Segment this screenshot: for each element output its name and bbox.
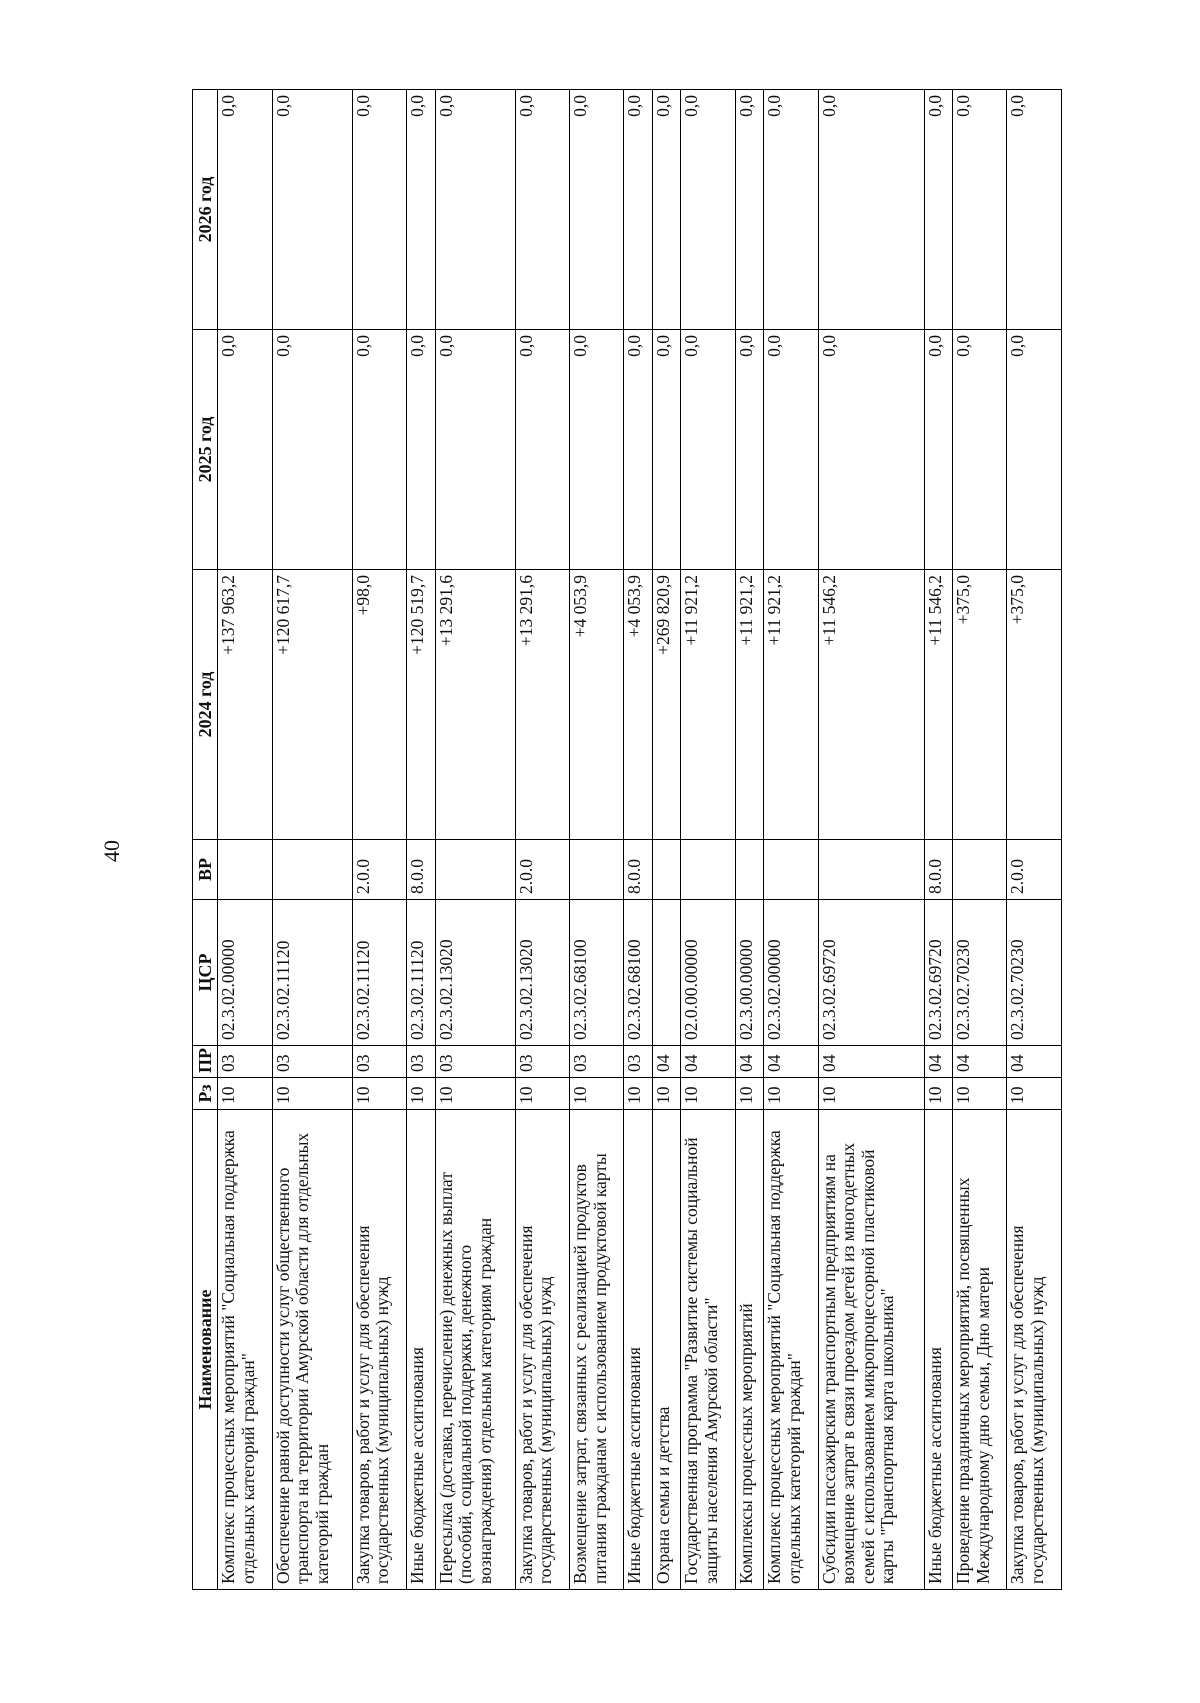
- cell-y2026: 0,0: [924, 90, 952, 330]
- cell-pr: 03: [570, 1046, 624, 1078]
- cell-pr: 03: [435, 1046, 515, 1078]
- cell-csr: 02.3.02.11120: [272, 900, 352, 1046]
- cell-y2024: +11 546,2: [818, 570, 924, 840]
- cell-pr: 03: [218, 1046, 272, 1078]
- cell-y2025: 0,0: [435, 330, 515, 570]
- cell-rz: 10: [624, 1078, 652, 1110]
- cell-y2024: +13 291,6: [435, 570, 515, 840]
- table-row: [515, 90, 569, 1590]
- cell-pr: 04: [681, 1046, 735, 1078]
- cell-name: Иные бюджетные ассигнования: [624, 1110, 652, 1590]
- header-2024: 2024 год: [193, 570, 218, 840]
- page-number: 40: [99, 840, 124, 862]
- cell-vr: 8.0.0: [407, 840, 435, 900]
- cell-rz: 10: [735, 1078, 763, 1110]
- cell-vr: [218, 840, 272, 900]
- cell-csr: 02.3.00.00000: [735, 900, 763, 1046]
- cell-csr: 02.3.02.70230: [1007, 900, 1062, 1046]
- cell-y2026: 0,0: [735, 90, 763, 330]
- cell-y2024: +13 291,6: [515, 570, 569, 840]
- cell-rz: 10: [681, 1078, 735, 1110]
- cell-y2025: 0,0: [735, 330, 763, 570]
- cell-y2025: 0,0: [624, 330, 652, 570]
- cell-name: Иные бюджетные ассигнования: [407, 1110, 435, 1590]
- cell-vr: [570, 840, 624, 900]
- table-row: [435, 90, 515, 1590]
- cell-rz: 10: [764, 1078, 818, 1110]
- table-body: [218, 90, 1062, 1590]
- cell-rz: 10: [272, 1078, 352, 1110]
- cell-name: Обеспечение равной доступности услуг общественного транспорта на территории Амурской области для отдельных категорий граждан: [272, 1110, 352, 1590]
- rotated-page: [192, 90, 1062, 1590]
- table-row: [272, 90, 352, 1590]
- cell-y2024: +120 519,7: [407, 570, 435, 840]
- header-2026: 2026 год: [193, 90, 218, 330]
- table-row: [570, 90, 624, 1590]
- cell-name: Пересылка (доставка, перечисление) денежных выплат (пособий, социальной поддержки, денежного вознаграждения) отдельным категориям граждан: [435, 1110, 515, 1590]
- cell-y2026: 0,0: [570, 90, 624, 330]
- cell-y2024: +269 820,9: [652, 570, 680, 840]
- cell-y2026: 0,0: [1007, 90, 1062, 330]
- cell-csr: 02.0.00.00000: [681, 900, 735, 1046]
- cell-csr: 02.3.02.70230: [953, 900, 1007, 1046]
- cell-rz: 10: [352, 1078, 406, 1110]
- cell-y2024: +4 053,9: [570, 570, 624, 840]
- header-vr: ВР: [193, 840, 218, 900]
- table-row: [218, 90, 272, 1590]
- cell-y2025: 0,0: [652, 330, 680, 570]
- cell-csr: 02.3.02.11120: [352, 900, 406, 1046]
- cell-vr: 8.0.0: [624, 840, 652, 900]
- cell-rz: 10: [652, 1078, 680, 1110]
- budget-table: [192, 89, 1062, 1590]
- cell-name: Комплексы процессных мероприятий: [735, 1110, 763, 1590]
- header-rz: Рз: [193, 1078, 218, 1110]
- cell-y2025: 0,0: [515, 330, 569, 570]
- cell-y2024: +11 921,2: [735, 570, 763, 840]
- cell-y2026: 0,0: [818, 90, 924, 330]
- cell-rz: 10: [1007, 1078, 1062, 1110]
- cell-y2025: 0,0: [924, 330, 952, 570]
- cell-y2025: 0,0: [953, 330, 1007, 570]
- cell-csr: 02.3.02.68100: [624, 900, 652, 1046]
- cell-y2024: +98,0: [352, 570, 406, 840]
- cell-vr: [735, 840, 763, 900]
- cell-y2026: 0,0: [764, 90, 818, 330]
- header-name: Наименование: [193, 1110, 218, 1590]
- table-row: [1007, 90, 1062, 1590]
- cell-pr: 03: [624, 1046, 652, 1078]
- cell-vr: 8.0.0: [924, 840, 952, 900]
- cell-name: Государственная программа "Развитие системы социальной защиты населения Амурской области": [681, 1110, 735, 1590]
- cell-name: Комплекс процессных мероприятий "Социальная поддержка отдельных категорий граждан": [764, 1110, 818, 1590]
- cell-y2026: 0,0: [272, 90, 352, 330]
- cell-rz: 10: [407, 1078, 435, 1110]
- cell-vr: [652, 840, 680, 900]
- cell-y2024: +137 963,2: [218, 570, 272, 840]
- cell-rz: 10: [435, 1078, 515, 1110]
- cell-rz: 10: [818, 1078, 924, 1110]
- table-row: [764, 90, 818, 1590]
- cell-csr: 02.3.02.69720: [924, 900, 952, 1046]
- cell-y2025: 0,0: [818, 330, 924, 570]
- cell-vr: [764, 840, 818, 900]
- cell-pr: 04: [652, 1046, 680, 1078]
- cell-pr: 04: [1007, 1046, 1062, 1078]
- cell-pr: 04: [818, 1046, 924, 1078]
- cell-csr: 02.3.02.11120: [407, 900, 435, 1046]
- cell-y2024: +11 546,2: [924, 570, 952, 840]
- cell-y2025: 0,0: [352, 330, 406, 570]
- cell-csr: 02.3.02.68100: [570, 900, 624, 1046]
- cell-pr: 04: [924, 1046, 952, 1078]
- cell-vr: 2.0.0: [352, 840, 406, 900]
- cell-y2025: 0,0: [407, 330, 435, 570]
- cell-name: Субсидии пассажирским транспортным предприятиям на возмещение затрат в связи проездом детей из многодетных семей с использованием микропроцессорной пластиковой карты "Транспортная карта школьника": [818, 1110, 924, 1590]
- cell-y2024: +375,0: [1007, 570, 1062, 840]
- cell-y2025: 0,0: [764, 330, 818, 570]
- cell-y2026: 0,0: [681, 90, 735, 330]
- cell-pr: 04: [953, 1046, 1007, 1078]
- table-row: [953, 90, 1007, 1590]
- cell-name: Проведение праздничных мероприятий, посвященных Международному дню семьи, Дню матери: [953, 1110, 1007, 1590]
- cell-y2024: +11 921,2: [681, 570, 735, 840]
- cell-name: Иные бюджетные ассигнования: [924, 1110, 952, 1590]
- cell-csr: 02.3.02.69720: [818, 900, 924, 1046]
- cell-vr: [953, 840, 1007, 900]
- cell-y2025: 0,0: [681, 330, 735, 570]
- cell-pr: 03: [407, 1046, 435, 1078]
- cell-y2026: 0,0: [624, 90, 652, 330]
- cell-y2026: 0,0: [352, 90, 406, 330]
- cell-csr: [652, 900, 680, 1046]
- cell-y2026: 0,0: [218, 90, 272, 330]
- cell-csr: 02.3.02.00000: [764, 900, 818, 1046]
- cell-y2026: 0,0: [515, 90, 569, 330]
- table-row: [735, 90, 763, 1590]
- cell-y2026: 0,0: [652, 90, 680, 330]
- cell-rz: 10: [218, 1078, 272, 1110]
- table-row: [352, 90, 406, 1590]
- cell-y2026: 0,0: [435, 90, 515, 330]
- cell-vr: [435, 840, 515, 900]
- cell-vr: [818, 840, 924, 900]
- cell-name: Комплекс процессных мероприятий "Социальная поддержка отдельных категорий граждан": [218, 1110, 272, 1590]
- cell-name: Охрана семьи и детства: [652, 1110, 680, 1590]
- cell-vr: 2.0.0: [1007, 840, 1062, 900]
- cell-y2024: +11 921,2: [764, 570, 818, 840]
- cell-rz: 10: [515, 1078, 569, 1110]
- table-row: [652, 90, 680, 1590]
- cell-pr: 04: [735, 1046, 763, 1078]
- cell-name: Закупка товаров, работ и услуг для обеспечения государственных (муниципальных) нужд: [1007, 1110, 1062, 1590]
- cell-y2025: 0,0: [218, 330, 272, 570]
- header-csr: ЦСР: [193, 900, 218, 1046]
- table-row: [681, 90, 735, 1590]
- cell-vr: [681, 840, 735, 900]
- cell-name: Закупка товаров, работ и услуг для обеспечения государственных (муниципальных) нужд: [515, 1110, 569, 1590]
- cell-pr: 03: [352, 1046, 406, 1078]
- table-row: [818, 90, 924, 1590]
- cell-rz: 10: [570, 1078, 624, 1110]
- cell-y2025: 0,0: [1007, 330, 1062, 570]
- cell-y2024: +120 617,7: [272, 570, 352, 840]
- table-row: [407, 90, 435, 1590]
- cell-y2026: 0,0: [953, 90, 1007, 330]
- table-row: [624, 90, 652, 1590]
- cell-pr: 04: [764, 1046, 818, 1078]
- cell-csr: 02.3.02.13020: [515, 900, 569, 1046]
- cell-csr: 02.3.02.13020: [435, 900, 515, 1046]
- cell-y2025: 0,0: [272, 330, 352, 570]
- cell-y2025: 0,0: [570, 330, 624, 570]
- cell-name: Возмещение затрат, связанных с реализацией продуктов питания гражданам с использованием продуктовой карты: [570, 1110, 624, 1590]
- header-pr: ПР: [193, 1046, 218, 1078]
- cell-pr: 03: [272, 1046, 352, 1078]
- cell-vr: 2.0.0: [515, 840, 569, 900]
- cell-pr: 03: [515, 1046, 569, 1078]
- header-row: [193, 90, 218, 1590]
- table-row: [924, 90, 952, 1590]
- header-2025: 2025 год: [193, 330, 218, 570]
- cell-vr: [272, 840, 352, 900]
- cell-y2024: +4 053,9: [624, 570, 652, 840]
- cell-name: Закупка товаров, работ и услуг для обеспечения государственных (муниципальных) нужд: [352, 1110, 406, 1590]
- cell-y2024: +375,0: [953, 570, 1007, 840]
- cell-csr: 02.3.02.00000: [218, 900, 272, 1046]
- cell-rz: 10: [953, 1078, 1007, 1110]
- cell-y2026: 0,0: [407, 90, 435, 330]
- cell-rz: 10: [924, 1078, 952, 1110]
